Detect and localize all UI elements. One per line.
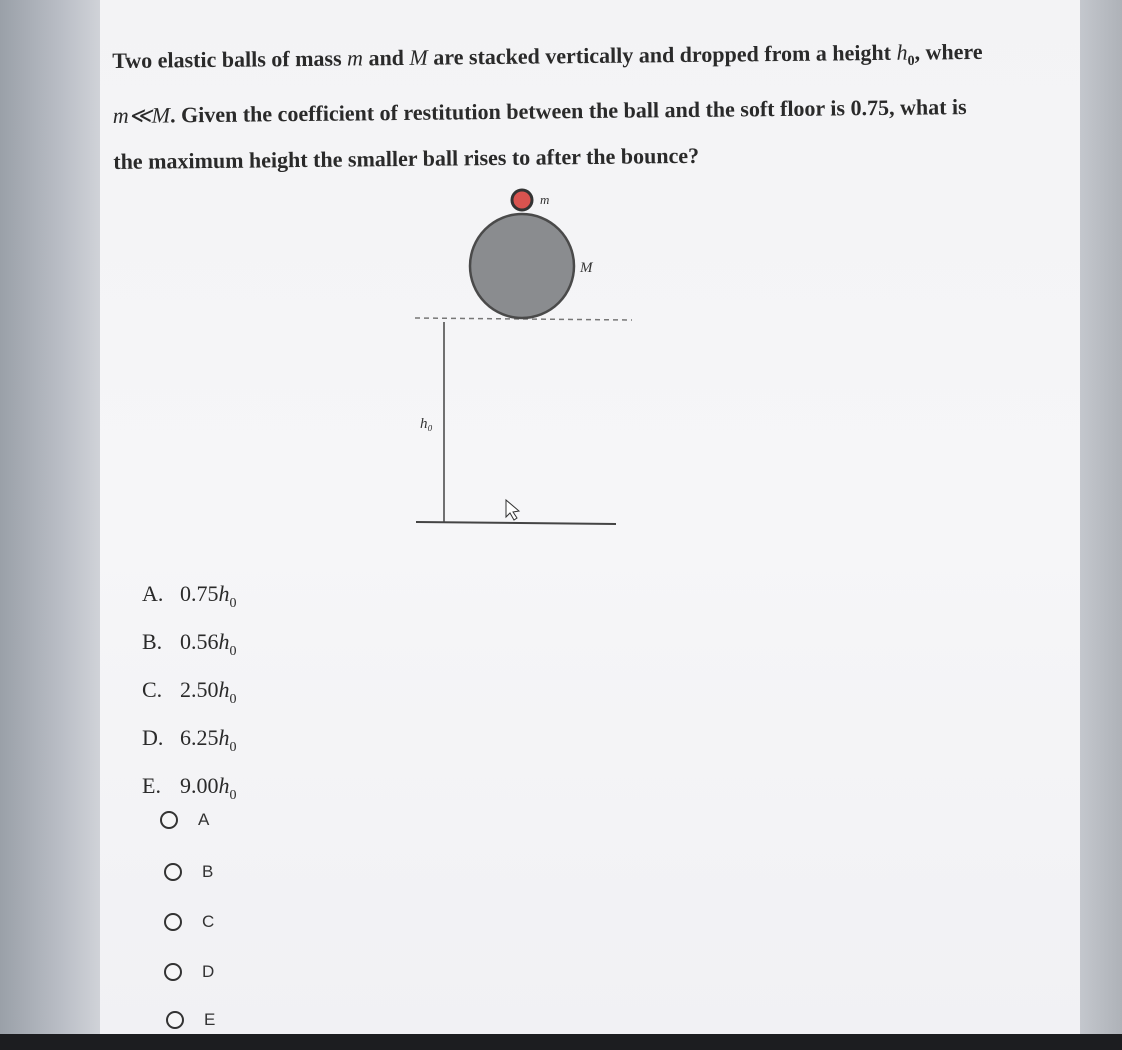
choice-d: D. 6.25 h $_0$	[142, 725, 237, 755]
choice-a: A. 0.75 h $_0$	[142, 581, 237, 611]
large-ball-M	[470, 214, 574, 318]
radio-button-e[interactable]	[166, 1011, 184, 1029]
radio-button-d[interactable]	[164, 963, 182, 981]
answer-label-c: C	[202, 912, 215, 931]
answer-option-d[interactable]	[164, 962, 214, 982]
question-text: Two elastic balls of mass m and M are stacked vertically and dropped from a height $h_0$, where m≪M. Given the coefficient of restitution between the ball and the soft floor is 0.75, what is the maximum height the smaller ball rises to after the bounce?	[112, 38, 983, 175]
radio-button-a[interactable]	[160, 811, 178, 829]
answer-option-a[interactable]	[160, 810, 209, 830]
answer-option-c[interactable]	[164, 912, 214, 932]
large-ball-label: M	[580, 260, 593, 276]
radio-button-c[interactable]	[164, 913, 182, 931]
mouse-pointer-icon	[506, 500, 519, 520]
answer-label-e: E	[204, 1010, 216, 1029]
answer-option-b[interactable]	[164, 862, 213, 882]
radio-button-b[interactable]	[164, 863, 182, 881]
height-label: h₀	[420, 416, 433, 432]
choice-e: E. 9.00 h $_0$	[142, 773, 237, 803]
choice-c: C. 2.50 h $_0$	[142, 677, 237, 707]
answer-label-d: D	[202, 962, 215, 981]
answer-label-b: B	[202, 862, 214, 881]
choice-b: B. 0.56 h $_0$	[142, 629, 237, 659]
screen-bottom-bezel	[0, 1034, 1122, 1050]
choices-list	[142, 570, 237, 810]
small-ball-m	[512, 190, 532, 210]
small-ball-label: m	[540, 192, 550, 207]
floor-line	[416, 522, 616, 524]
answer-label-a: A	[198, 810, 210, 829]
answer-option-e[interactable]	[166, 1010, 215, 1030]
